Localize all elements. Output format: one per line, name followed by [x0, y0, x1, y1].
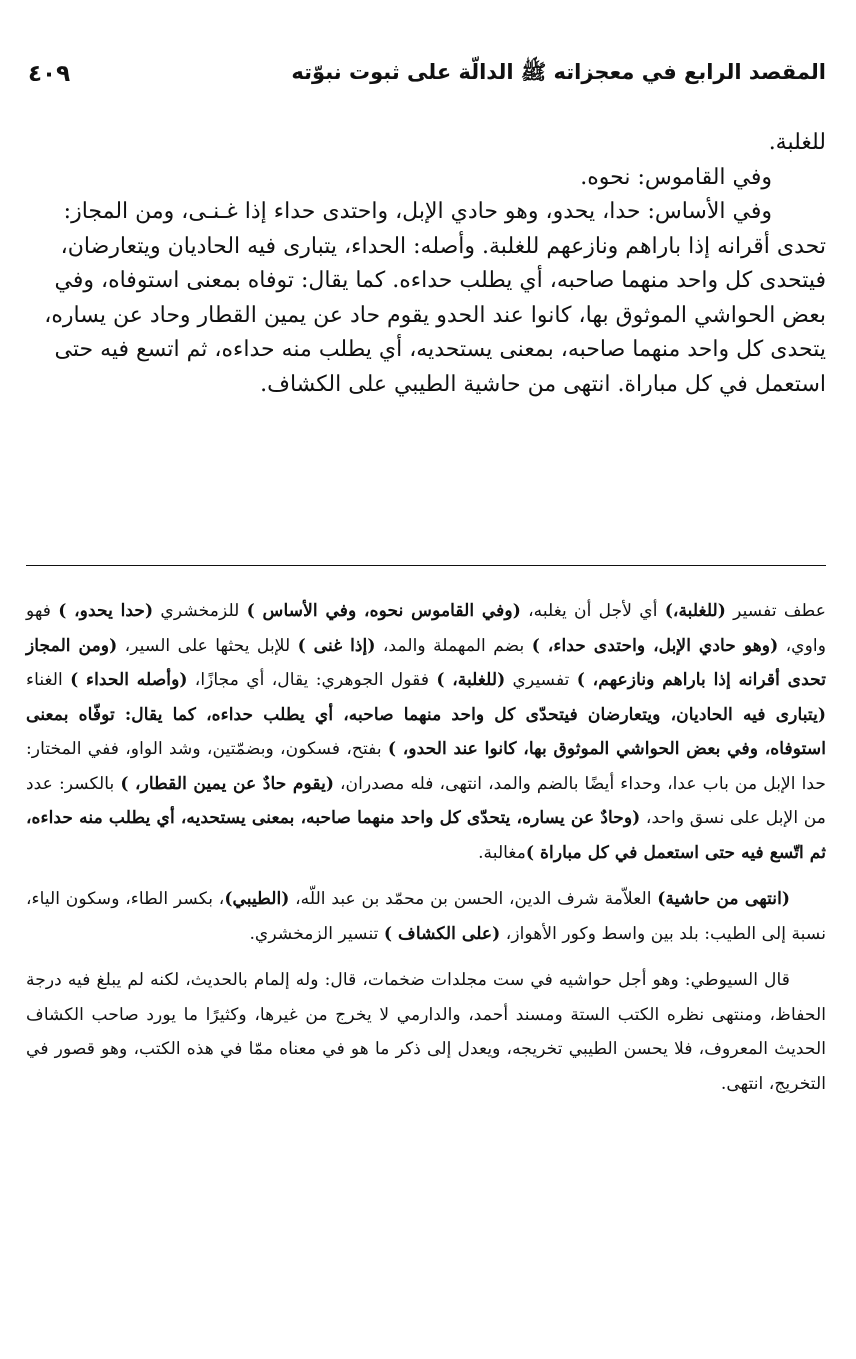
main-paragraph: وفي القاموس: نحوه.	[580, 164, 772, 190]
commentary-gloss-text: للإبل يحثها على السير،	[117, 635, 298, 656]
commentary-gloss-text: أي لأجل أن يغلبه،	[520, 601, 665, 621]
commentary-gloss-text: تفسيري	[505, 670, 577, 690]
commentary-paragraph	[26, 882, 826, 951]
commentary-gloss-text: الغناء	[26, 670, 71, 690]
commentary-quoted-text: (للغلبة، )	[436, 670, 506, 690]
commentary-paragraph	[26, 594, 826, 870]
commentary-gloss-text: قال السيوطي: وهو أجل حواشيه في ست مجلدات ضخمات، قال: وله إلمام بالحديث، لكنه لم يبلغ فيه درجة الحفاظ، ومنتهى نظره الكتب الستة ومسند أحمد، والدارمي لا يخرج من غيرها، وكثيرًا ما يورد صاحب الكشاف الحديث المعروف، فلا يحسن الطيبي تخريجه، ويعدل إلى ذكر ما هو في معناه ممّا في هذه الكتب، وهو قصور في التخريج، انتهى.	[26, 970, 826, 1094]
commentary-gloss-text: العلاّمة شرف الدين، الحسن بن محمّد بن عبد اللّه،	[289, 889, 658, 909]
commentary-paragraph	[26, 963, 826, 1101]
main-paragraph: للغلبة.	[768, 130, 826, 155]
commentary-gloss-text: للزمخشري	[153, 601, 247, 621]
commentary-gloss-text: مغالبة.	[478, 842, 526, 863]
section-divider	[26, 565, 826, 566]
commentary-quoted-text: (وهو حادي الإبل، واحتدى حداء، )	[531, 635, 779, 656]
main-text	[28, 126, 826, 402]
commentary-quoted-text: (للغلبة،)	[664, 601, 726, 621]
commentary-quoted-text: (وفي القاموس نحوه، وفي الأساس )	[246, 601, 521, 621]
commentary-quoted-text: (وحادٌ عن يساره، يتحدّى كل واحد منهما صاحبه، بمعنى يستحديه، أي يطلب منه حداءه، ثم اتّسع فيه حتى استعمل في كل مباراة )	[26, 808, 826, 863]
commentary-gloss-text: فقول الجوهري: يقال، أي مجازًا،	[187, 670, 437, 690]
commentary-gloss-text: عطف تفسير	[725, 601, 826, 621]
commentary-quoted-text: (الطيبي)	[224, 889, 290, 909]
commentary-quoted-text: (إذا غنى )	[297, 635, 376, 656]
commentary-quoted-text: (على الكشاف )	[383, 923, 501, 944]
main-paragraph: وفي الأساس: حدا، يحدو، وهو حادي الإبل، واحتدى حداء إذا غـنـى، ومن المجاز: تحدى أقرانه إذا باراهم ونازعهم للغلبة. وأصله: الحداء، يتبارى فيه الحاديان ويتعارضان، فيتحدى كل واحد منهما صاحبه، أي يطلب حداءه. كما يقال: توفاه بمعنى استوفاه، وفي بعض الحواشي الموثوق بها، كانوا عند الحدو يقوم حاد عن يمين القطار وحاد عن يساره، يتحدى كل واحد منهما صاحبه، بمعنى يستحديه، أي يطلب منه حداءه، ثم اتسع فيه حتى استعمل في كل مباراة. انتهى من حاشية الطيبي على الكشاف.	[44, 199, 826, 397]
header-title: المقصد الرابع في معجزاته ﷺ الدالّة على ثبوت نبوّته	[291, 59, 826, 84]
running-header	[28, 52, 826, 96]
commentary-text	[26, 594, 826, 1101]
commentary-quoted-text: (انتهى من حاشية)	[657, 889, 790, 909]
page-number: ٤٠٩	[28, 61, 71, 87]
commentary-quoted-text: (حدا يحدو، )	[58, 601, 154, 621]
commentary-quoted-text: (وأصله الحداء )	[70, 670, 188, 690]
commentary-gloss-text: فهو واوي،	[26, 601, 827, 656]
commentary-quoted-text: (ومن المجاز تحدى أقرانه إذا باراهم ونازعهم، )	[26, 635, 826, 690]
commentary-gloss-text: بفتح، فسكون، وبضمّتين، وشد الواو، ففي المختار: حدا الإبل من باب عدا، وحداء أيضًا بالضم والمد، انتهى، فله مصدران،	[26, 739, 827, 794]
commentary-quoted-text: (يتبارى فيه الحاديان، ويتعارضان فيتحدّى كل واحد منهما صاحبه، أي يطلب حداءه، كما يقال: توفّاه بمعنى استوفاه، وفي بعض الحواشي الموثوق بها، كانوا عند الحدو، )	[26, 704, 826, 759]
commentary-gloss-text: بالكسر: عدد من الإبل على نسق واحد،	[26, 773, 826, 828]
commentary-quoted-text: (يقوم حادٌ عن يمين القطار، )	[120, 773, 334, 794]
commentary-gloss-text: ، بكسر الطاء، وسكون الياء، نسبة إلى الطيب: بلد بين واسط وكور الأهواز،	[26, 889, 826, 944]
commentary-gloss-text: تنسير الزمخشري.	[249, 923, 384, 944]
commentary-gloss-text: بضم المهملة والمد،	[375, 635, 532, 656]
